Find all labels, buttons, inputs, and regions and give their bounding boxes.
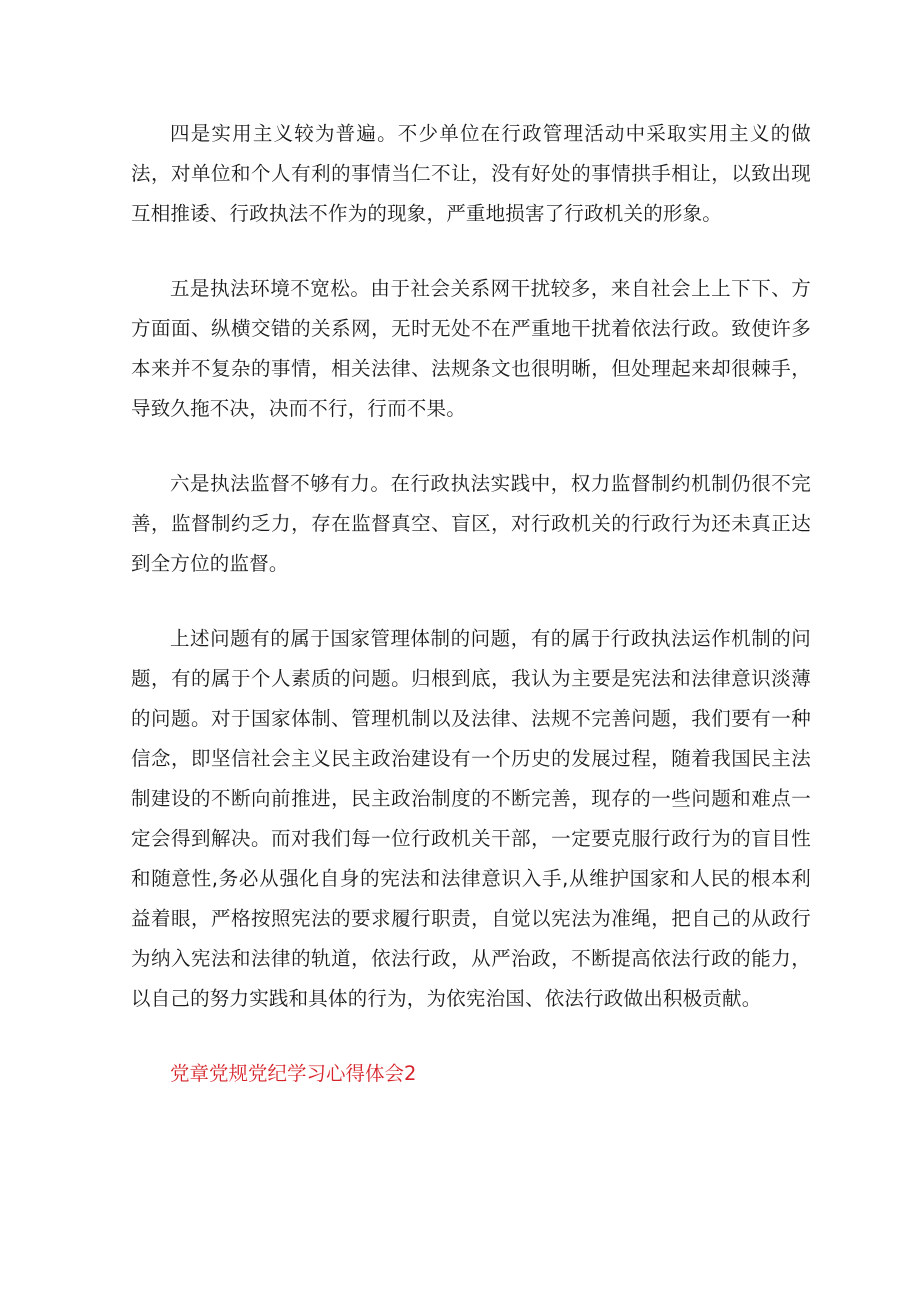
section-heading: 党章党规党纪学习心得体会2 [170, 1062, 417, 1085]
paragraph-enforcement-environment: 五是执法环境不宽松。由于社会关系网干扰较多，来自社会上上下下、方方面面、纵横交错的关系网，无时无处不在严重地干扰着依法行政。致使许多本来并不复杂的事情，相关法律、法规条文也很明晰，但处理起来却很棘手，导致久拖不决，决而不行，行而不果。 [131, 277, 811, 420]
document-body [131, 114, 811, 1094]
paragraph-enforcement-supervision: 六是执法监督不够有力。在行政执法实践中，权力监督制约机制仍很不完善，监督制约乏力，存在监督真空、盲区，对行政机关的行政行为还未真正达到全方位的监督。 [131, 472, 811, 575]
paragraph-conclusion: 上述问题有的属于国家管理体制的问题，有的属于行政执法运作机制的问题，有的属于个人素质的问题。归根到底，我认为主要是宪法和法律意识淡薄的问题。对于国家体制、管理机制以及法律、法规不完善问题，我们要有一种信念，即坚信社会主义民主政治建设有一个历史的发展过程，随着我国民主法制建设的不断向前推进，民主政治制度的不断完善，现存的一些问题和难点一定会得到解决。而对我们每一位行政机关干部，一定要克服行政行为的盲目性和随意性,务必从强化自身的宪法和法律意识入手,从维护国家和人民的根本利益着眼，严格按照宪法的要求履行职责，自觉以宪法为准绳，把自己的从政行为纳入宪法和法律的轨道，依法行政，从严治政，不断提高依法行政的能力，以自己的努力实践和具体的行为，为依宪治国、依法行政做出积极贡献。 [131, 627, 811, 1010]
paragraph-practicalism: 四是实用主义较为普遍。不少单位在行政管理活动中采取实用主义的做法，对单位和个人有利的事情当仁不让，没有好处的事情拱手相让，以致出现互相推诿、行政执法不作为的现象，严重地损害了行政机关的形象。 [131, 122, 811, 225]
